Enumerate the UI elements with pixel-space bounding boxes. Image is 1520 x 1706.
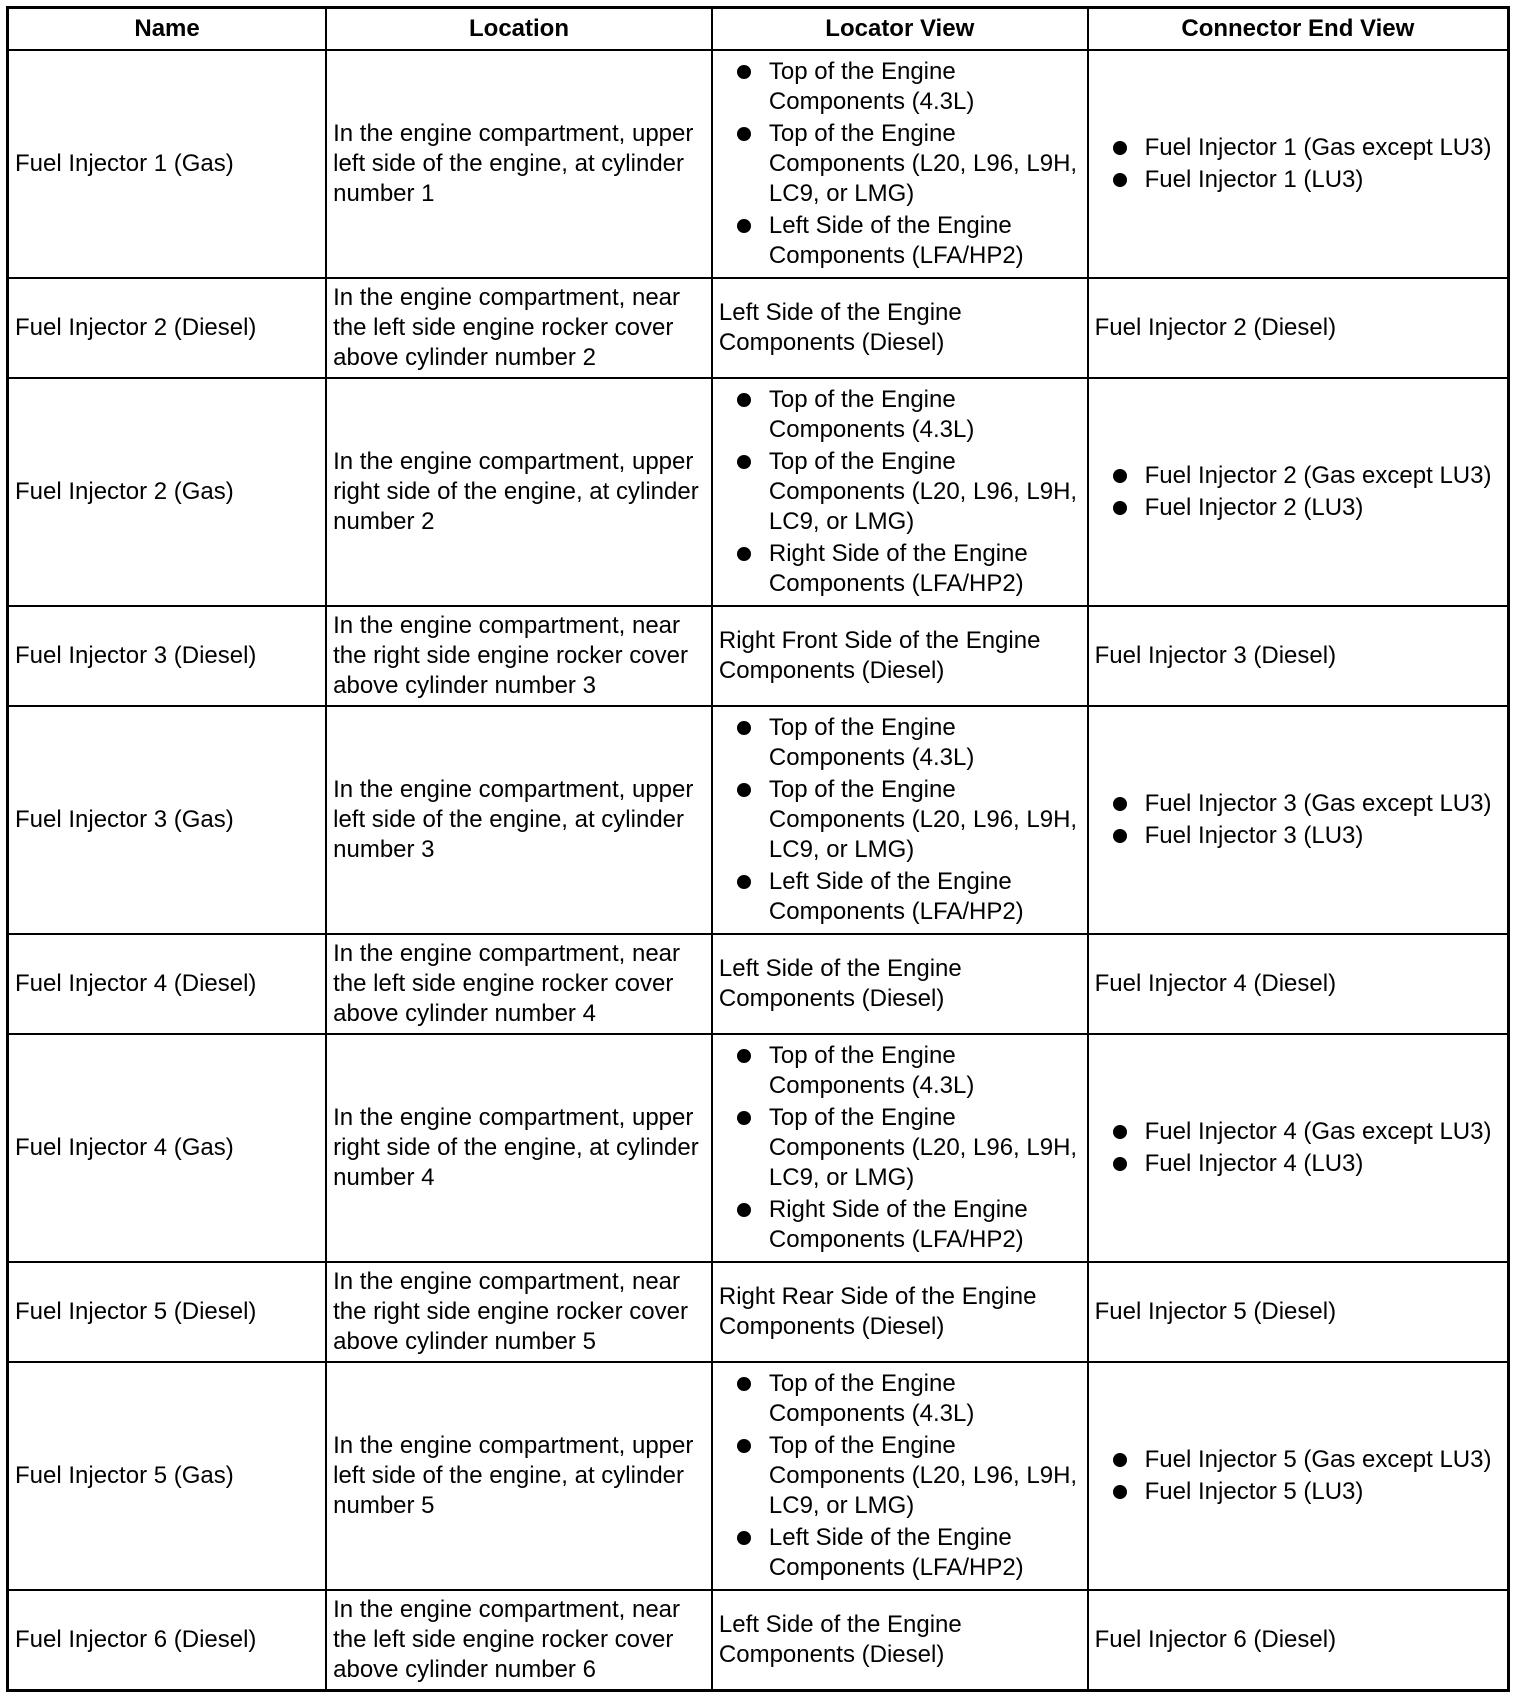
bullet-icon — [737, 1111, 751, 1125]
cell-name: Fuel Injector 3 (Diesel) — [8, 606, 327, 706]
cell-locator-view: Left Side of the Engine Components (Diesel) — [712, 278, 1088, 378]
bullet-text: Top of the Engine Components (L20, L96, L9H, LC9, or LMG) — [768, 1104, 1078, 1191]
bullet-text: Left Side of the Engine Components (LFA/HP2) — [768, 212, 1024, 269]
bullet-icon — [1113, 141, 1127, 155]
bullet-item — [1095, 821, 1501, 851]
bullet-icon — [737, 547, 751, 561]
cell-connector-end-view — [1088, 706, 1509, 934]
table-header-row — [8, 8, 1509, 51]
cell-name: Fuel Injector 5 (Diesel) — [8, 1262, 327, 1362]
bullet-text: Fuel Injector 3 (LU3) — [1144, 822, 1364, 849]
bullet-text: Top of the Engine Components (4.3L) — [768, 1370, 975, 1427]
bullet-text: Fuel Injector 2 (LU3) — [1144, 494, 1364, 521]
bullet-icon — [737, 1439, 751, 1453]
bullet-icon — [737, 1531, 751, 1545]
cell-connector-end-view: Fuel Injector 2 (Diesel) — [1088, 278, 1509, 378]
bullet-icon — [737, 721, 751, 735]
bullet-icon — [737, 1377, 751, 1391]
bullet-item — [1095, 789, 1501, 819]
table-row — [8, 934, 1509, 1034]
cell-name: Fuel Injector 2 (Gas) — [8, 378, 327, 606]
bullet-item — [1095, 1149, 1501, 1179]
bullet-list — [1095, 133, 1501, 195]
cell-location: In the engine compartment, near the right side engine rocker cover above cylinder number 3 — [326, 606, 712, 706]
cell-name: Fuel Injector 5 (Gas) — [8, 1362, 327, 1590]
bullet-text: Fuel Injector 4 (Gas except LU3) — [1144, 1118, 1492, 1145]
cell-name: Fuel Injector 6 (Diesel) — [8, 1590, 327, 1691]
bullet-text: Left Side of the Engine Components (LFA/HP2) — [768, 868, 1024, 925]
bullet-icon — [737, 1203, 751, 1217]
bullet-text: Top of the Engine Components (L20, L96, L9H, LC9, or LMG) — [768, 776, 1078, 863]
table-row — [8, 278, 1509, 378]
cell-locator-view — [712, 1034, 1088, 1262]
bullet-icon — [1113, 797, 1127, 811]
cell-location: In the engine compartment, upper left side of the engine, at cylinder number 1 — [326, 50, 712, 278]
bullet-item — [1095, 1117, 1501, 1147]
bullet-icon — [1113, 1157, 1127, 1171]
bullet-text: Top of the Engine Components (4.3L) — [768, 58, 975, 115]
bullet-list — [719, 385, 1081, 599]
bullet-icon — [1113, 829, 1127, 843]
column-header-locator-view: Locator View — [712, 8, 1088, 51]
bullet-list — [1095, 461, 1501, 523]
bullet-list — [1095, 1117, 1501, 1179]
cell-connector-end-view: Fuel Injector 4 (Diesel) — [1088, 934, 1509, 1034]
component-locator-document — [6, 6, 1510, 1692]
bullet-item — [1095, 493, 1501, 523]
cell-location: In the engine compartment, near the right side engine rocker cover above cylinder number 5 — [326, 1262, 712, 1362]
bullet-item — [719, 775, 1081, 865]
column-header-connector-end-view: Connector End View — [1088, 8, 1509, 51]
bullet-item — [719, 867, 1081, 927]
cell-connector-end-view — [1088, 1034, 1509, 1262]
bullet-text: Top of the Engine Components (L20, L96, L9H, LC9, or LMG) — [768, 120, 1078, 207]
bullet-item — [1095, 133, 1501, 163]
bullet-item — [1095, 1477, 1501, 1507]
cell-location: In the engine compartment, near the left side engine rocker cover above cylinder number 4 — [326, 934, 712, 1034]
bullet-text: Fuel Injector 5 (LU3) — [1144, 1478, 1364, 1505]
column-header-location: Location — [326, 8, 712, 51]
table-row — [8, 1262, 1509, 1362]
table-row — [8, 378, 1509, 606]
table-row — [8, 1590, 1509, 1691]
bullet-item — [719, 1523, 1081, 1583]
cell-connector-end-view: Fuel Injector 6 (Diesel) — [1088, 1590, 1509, 1691]
cell-name: Fuel Injector 2 (Diesel) — [8, 278, 327, 378]
bullet-item — [719, 57, 1081, 117]
bullet-list — [719, 57, 1081, 271]
bullet-icon — [1113, 501, 1127, 515]
bullet-icon — [737, 219, 751, 233]
cell-locator-view: Left Side of the Engine Components (Diesel) — [712, 934, 1088, 1034]
cell-locator-view — [712, 1362, 1088, 1590]
bullet-text: Fuel Injector 4 (LU3) — [1144, 1150, 1364, 1177]
table-row — [8, 50, 1509, 278]
bullet-icon — [1113, 173, 1127, 187]
bullet-item — [719, 1431, 1081, 1521]
bullet-list — [719, 1369, 1081, 1583]
cell-locator-view: Left Side of the Engine Components (Diesel) — [712, 1590, 1088, 1691]
bullet-icon — [737, 65, 751, 79]
bullet-text: Top of the Engine Components (4.3L) — [768, 386, 975, 443]
bullet-text: Top of the Engine Components (L20, L96, L9H, LC9, or LMG) — [768, 448, 1078, 535]
cell-location: In the engine compartment, near the left side engine rocker cover above cylinder number 6 — [326, 1590, 712, 1691]
bullet-text: Right Side of the Engine Components (LFA/HP2) — [768, 540, 1028, 597]
cell-location: In the engine compartment, upper left side of the engine, at cylinder number 5 — [326, 1362, 712, 1590]
bullet-list — [1095, 1445, 1501, 1507]
cell-name: Fuel Injector 4 (Gas) — [8, 1034, 327, 1262]
cell-connector-end-view — [1088, 50, 1509, 278]
bullet-icon — [737, 393, 751, 407]
bullet-icon — [737, 455, 751, 469]
cell-locator-view — [712, 706, 1088, 934]
cell-name: Fuel Injector 4 (Diesel) — [8, 934, 327, 1034]
bullet-item — [719, 539, 1081, 599]
bullet-item — [719, 211, 1081, 271]
cell-name: Fuel Injector 3 (Gas) — [8, 706, 327, 934]
bullet-icon — [1113, 1125, 1127, 1139]
bullet-item — [1095, 165, 1501, 195]
cell-location: In the engine compartment, upper left side of the engine, at cylinder number 3 — [326, 706, 712, 934]
bullet-text: Right Side of the Engine Components (LFA/HP2) — [768, 1196, 1028, 1253]
cell-locator-view — [712, 378, 1088, 606]
bullet-icon — [1113, 1453, 1127, 1467]
cell-locator-view: Right Rear Side of the Engine Components (Diesel) — [712, 1262, 1088, 1362]
bullet-item — [719, 1195, 1081, 1255]
bullet-icon — [737, 1049, 751, 1063]
bullet-text: Top of the Engine Components (4.3L) — [768, 1042, 975, 1099]
bullet-item — [719, 447, 1081, 537]
table-row — [8, 1362, 1509, 1590]
bullet-item — [719, 713, 1081, 773]
cell-connector-end-view: Fuel Injector 3 (Diesel) — [1088, 606, 1509, 706]
table-row — [8, 606, 1509, 706]
bullet-item — [719, 1041, 1081, 1101]
bullet-item — [1095, 461, 1501, 491]
cell-locator-view: Right Front Side of the Engine Components (Diesel) — [712, 606, 1088, 706]
bullet-text: Fuel Injector 1 (LU3) — [1144, 166, 1364, 193]
cell-location: In the engine compartment, upper right side of the engine, at cylinder number 2 — [326, 378, 712, 606]
bullet-text: Top of the Engine Components (L20, L96, L9H, LC9, or LMG) — [768, 1432, 1078, 1519]
bullet-text: Top of the Engine Components (4.3L) — [768, 714, 975, 771]
bullet-list — [1095, 789, 1501, 851]
bullet-item — [719, 1369, 1081, 1429]
bullet-text: Fuel Injector 1 (Gas except LU3) — [1144, 134, 1492, 161]
bullet-icon — [737, 127, 751, 141]
cell-name: Fuel Injector 1 (Gas) — [8, 50, 327, 278]
bullet-item — [719, 119, 1081, 209]
bullet-text: Fuel Injector 2 (Gas except LU3) — [1144, 462, 1492, 489]
cell-connector-end-view: Fuel Injector 5 (Diesel) — [1088, 1262, 1509, 1362]
component-locator-table — [6, 6, 1510, 1692]
bullet-icon — [737, 875, 751, 889]
cell-connector-end-view — [1088, 1362, 1509, 1590]
table-row — [8, 1034, 1509, 1262]
table-body — [8, 50, 1509, 1691]
cell-connector-end-view — [1088, 378, 1509, 606]
cell-location: In the engine compartment, upper right side of the engine, at cylinder number 4 — [326, 1034, 712, 1262]
table-row — [8, 706, 1509, 934]
bullet-list — [719, 1041, 1081, 1255]
bullet-item — [1095, 1445, 1501, 1475]
bullet-text: Left Side of the Engine Components (LFA/HP2) — [768, 1524, 1024, 1581]
bullet-item — [719, 1103, 1081, 1193]
bullet-item — [719, 385, 1081, 445]
bullet-text: Fuel Injector 5 (Gas except LU3) — [1144, 1446, 1492, 1473]
column-header-name: Name — [8, 8, 327, 51]
bullet-icon — [737, 783, 751, 797]
cell-location: In the engine compartment, near the left side engine rocker cover above cylinder number 2 — [326, 278, 712, 378]
bullet-icon — [1113, 469, 1127, 483]
bullet-list — [719, 713, 1081, 927]
cell-locator-view — [712, 50, 1088, 278]
bullet-icon — [1113, 1485, 1127, 1499]
bullet-text: Fuel Injector 3 (Gas except LU3) — [1144, 790, 1492, 817]
